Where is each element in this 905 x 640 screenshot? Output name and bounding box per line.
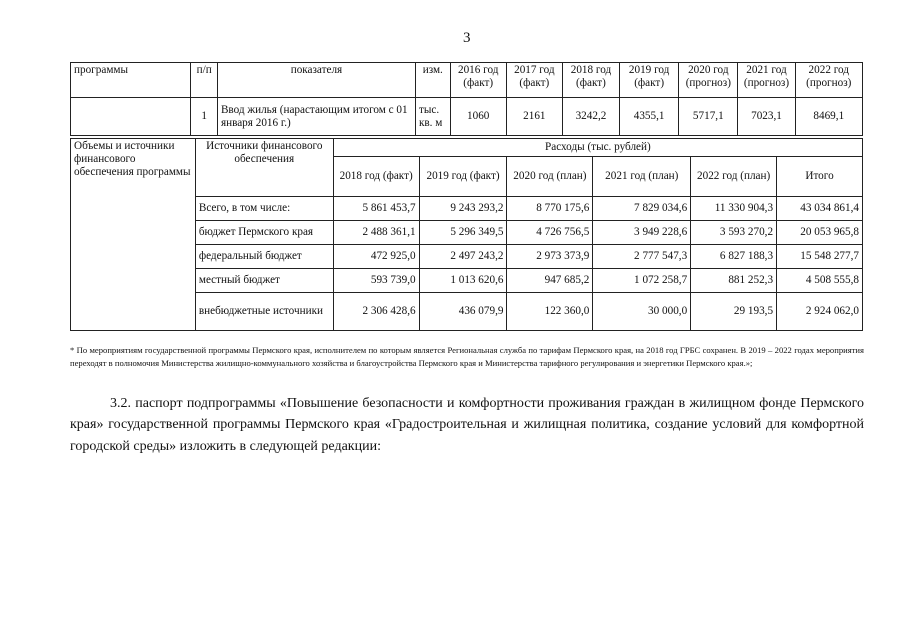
value-2022: 8469,1 — [795, 98, 862, 136]
cell-2019: 436 079,9 — [419, 293, 507, 331]
row-label: Всего, в том числе: — [195, 197, 333, 221]
paragraph-text: 3.2. паспорт подпрограммы «Повышение безопасности и комфортности проживания граждан в жилищном фонде Пермского края» государственной программы Пермского края «Градостроительная и жилищная политика, создание условий для комфортной городской среды» изложить в следующей редакции: — [70, 396, 864, 454]
cell-2018: 472 925,0 — [333, 245, 419, 269]
cell-2019: 1 013 620,6 — [419, 269, 507, 293]
value-2020: 5717,1 — [679, 98, 738, 136]
year-header-2017: 2017 год (факт) — [506, 63, 562, 98]
col-header-2022: 2022 год (план) — [691, 157, 777, 197]
value-2018: 3242,2 — [562, 98, 619, 136]
cell-2020: 4 726 756,5 — [507, 221, 593, 245]
cell-total: 20 053 965,8 — [777, 221, 863, 245]
col-header-2021: 2021 год (план) — [593, 157, 691, 197]
year-header-2019: 2019 год (факт) — [620, 63, 679, 98]
cell-total: 15 548 277,7 — [777, 245, 863, 269]
program-label-cell: программы — [71, 63, 191, 98]
cell-2018: 5 861 453,7 — [333, 197, 419, 221]
value-2019: 4355,1 — [620, 98, 679, 136]
row-num: 1 — [191, 98, 218, 136]
empty-cell — [71, 98, 191, 136]
sources-header: Источники финансового обеспечения — [195, 139, 333, 197]
unit-value: тыс. кв. м — [415, 98, 450, 136]
cell-2019: 2 497 243,2 — [419, 245, 507, 269]
cell-total: 43 034 861,4 — [777, 197, 863, 221]
value-2017: 2161 — [506, 98, 562, 136]
footnote — [70, 344, 864, 371]
indicator-name: Ввод жилья (нарастающим итогом с 01 января 2016 г.) — [217, 98, 415, 136]
row-label: федеральный бюджет — [195, 245, 333, 269]
cell-2020: 947 685,2 — [507, 269, 593, 293]
row-label: внебюджетные источники — [195, 293, 333, 331]
cell-2021: 7 829 034,6 — [593, 197, 691, 221]
cell-2021: 2 777 547,3 — [593, 245, 691, 269]
indicator-row — [71, 98, 863, 136]
cell-2019: 9 243 293,2 — [419, 197, 507, 221]
num-header: п/п — [191, 63, 218, 98]
unit-header: изм. — [415, 63, 450, 98]
indicator-header: показателя — [217, 63, 415, 98]
cell-2020: 122 360,0 — [507, 293, 593, 331]
col-header-2019: 2019 год (факт) — [419, 157, 507, 197]
cell-total: 2 924 062,0 — [777, 293, 863, 331]
cell-2021: 1 072 258,7 — [593, 269, 691, 293]
year-header-2021: 2021 год (прогноз) — [738, 63, 795, 98]
col-header-2020: 2020 год (план) — [507, 157, 593, 197]
financing-table — [70, 138, 863, 331]
year-header-2022: 2022 год (прогноз) — [795, 63, 862, 98]
cell-total: 4 508 555,8 — [777, 269, 863, 293]
financing-header-row — [71, 139, 863, 157]
cell-2018: 2 306 428,6 — [333, 293, 419, 331]
cell-2018: 2 488 361,1 — [333, 221, 419, 245]
value-2021: 7023,1 — [738, 98, 795, 136]
body-paragraph — [70, 393, 864, 457]
financing-left-label: Объемы и источники финансового обеспечения программы — [71, 139, 196, 331]
cell-2018: 593 739,0 — [333, 269, 419, 293]
footnote-text: * По мероприятиям государственной программы Пермского края, исполнителем по которым является Региональная служба по тарифам Пермского края, на 2018 год ГРБС сохранен. В 2019 – 2022 годах мероприятия переходят в полномочия Министерства жилищно-коммунального хозяйства и благоустройства Пермского края и Министерства тарифного регулирования и энергетики Пермского края.»; — [70, 345, 864, 369]
expenses-header: Расходы (тыс. рублей) — [333, 139, 862, 157]
page-number: 3 — [463, 30, 471, 46]
cell-2020: 8 770 175,6 — [507, 197, 593, 221]
cell-2022: 881 252,3 — [691, 269, 777, 293]
cell-2022: 29 193,5 — [691, 293, 777, 331]
indicators-table — [70, 62, 863, 136]
row-label: местный бюджет — [195, 269, 333, 293]
cell-2020: 2 973 373,9 — [507, 245, 593, 269]
col-header-total: Итого — [777, 157, 863, 197]
indicators-header-row — [71, 63, 863, 98]
value-2016: 1060 — [450, 98, 506, 136]
year-header-2018: 2018 год (факт) — [562, 63, 619, 98]
cell-2021: 30 000,0 — [593, 293, 691, 331]
row-label: бюджет Пермского края — [195, 221, 333, 245]
cell-2019: 5 296 349,5 — [419, 221, 507, 245]
year-header-2020: 2020 год (прогноз) — [679, 63, 738, 98]
cell-2022: 3 593 270,2 — [691, 221, 777, 245]
year-header-2016: 2016 год (факт) — [450, 63, 506, 98]
cell-2021: 3 949 228,6 — [593, 221, 691, 245]
cell-2022: 11 330 904,3 — [691, 197, 777, 221]
cell-2022: 6 827 188,3 — [691, 245, 777, 269]
col-header-2018: 2018 год (факт) — [333, 157, 419, 197]
